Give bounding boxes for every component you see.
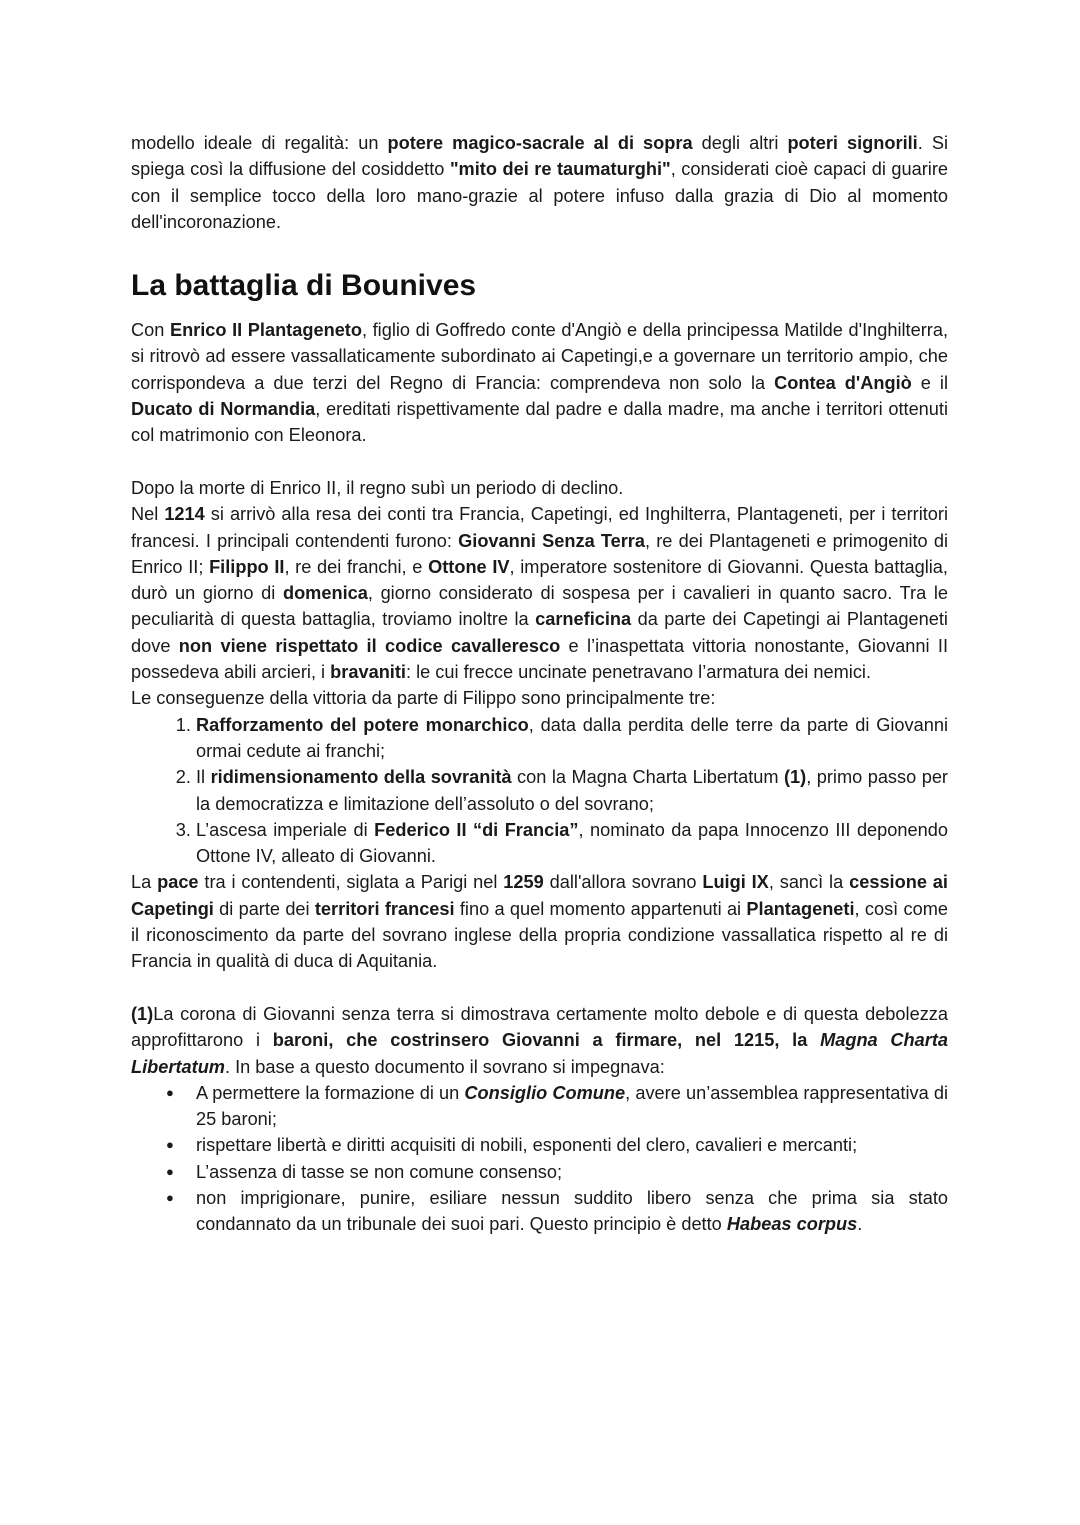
text-run: non imprigionare, punire, esiliare nessun suddito libero senza che prima sia stato condannato da un tribunale dei suoi pari. Questo principio è detto (196, 1187, 948, 1235)
text-run: : le cui frecce uncinate penetravano l’armatura dei nemici. (405, 662, 872, 683)
bold-text: carneficina (535, 609, 632, 630)
list-item (196, 712, 948, 765)
list-item (196, 764, 948, 817)
bold-text: Filippo II (209, 556, 285, 577)
section-heading (131, 268, 948, 304)
bold-text: Luigi IX (702, 872, 769, 893)
bold-text: non viene rispettato il codice cavalleresco (178, 635, 561, 656)
text-run: , imperatore sostenitore di Giovanni. Questa battaglia, durò un giorno di (131, 556, 948, 604)
paragraph (131, 501, 948, 685)
text-run: . In base a questo documento il sovrano si impegnava: (224, 1056, 665, 1077)
text-run: , considerati cioè capaci di guarire con il semplice tocco della loro mano-grazie al potere infuso dalla grazia di Dio al momento dell'incoronazione. (131, 159, 948, 232)
bold-text: Federico II “di Francia” (374, 819, 579, 840)
numbered-list (131, 712, 948, 870)
bold-text: Enrico II Plantageneto (169, 320, 362, 341)
text-run: , giorno considerato di sospesa per i cavalieri in quanto sacro. Tra le peculiarità di questa battaglia, troviamo inoltre la (131, 583, 948, 630)
text-run: fino a quel momento appartenuti ai (454, 898, 747, 919)
list-item (196, 1132, 948, 1158)
paragraph (131, 317, 948, 448)
bold-text: bravaniti (330, 662, 406, 683)
bold-text: Plantageneti (746, 898, 855, 919)
text-run: , re dei Plantageneti e primogenito di Enrico II; (131, 530, 948, 577)
text-run: , ereditati rispettivamente dal padre e dalla madre, ma anche i territori ottenuti col matrimonio con Eleonora. (131, 399, 949, 446)
bold-text: Contea d'Angiò (774, 372, 912, 393)
text-run: Dopo la morte di Enrico II, il regno subì un periodo di declino. (131, 477, 624, 498)
document-page (131, 130, 948, 1238)
list-item (196, 817, 948, 870)
text-run: , data dalla perdita delle terre da parte di Giovanni ormai cedute ai franchi; (196, 714, 948, 761)
text-run: di parte dei (213, 898, 315, 919)
list-item (196, 1159, 948, 1185)
bold-text: cessione ai Capetingi (131, 872, 948, 919)
text-run: si arrivò alla resa dei conti tra Francia, Capetingi, ed Inghilterra, Plantageneti, per i territori francesi. I principali contendenti furono: (131, 504, 949, 551)
bold-text: Giovanni Senza Terra (458, 530, 645, 551)
text-run: dall'allora sovrano (543, 872, 703, 893)
bold-text: ridimensionamento della sovranità (210, 767, 512, 788)
text-run: e l’inaspettata vittoria nonostante, Giovanni II possedeva abili arcieri, i (131, 635, 949, 683)
bold-text: pace (157, 872, 199, 893)
text-run: Con (131, 320, 170, 341)
text-run: Il (196, 767, 211, 788)
text-run: tra i contendenti, siglata a Parigi nel (198, 872, 504, 893)
bold-text: baroni, che costrinsero Giovanni a firmare, nel 1215, la (272, 1030, 821, 1051)
text-run: . Si spiega così la diffusione del cosiddetto (131, 133, 948, 180)
bold-text: territori francesi (314, 898, 455, 919)
text-run: , sancì la (768, 872, 850, 893)
text-run: , primo passo per la democratizza e limitazione dell’assoluto o del sovrano; (196, 767, 948, 814)
bold-text: poteri signorili (787, 133, 918, 153)
bold-text: 1259 (503, 872, 544, 893)
bold-text: 1214 (164, 504, 205, 525)
bold-text: (1) (131, 1003, 154, 1024)
text-run: A permettere la formazione di un (196, 1082, 465, 1103)
bold-text: Consiglio Comune (464, 1082, 626, 1103)
text-run: da parte dei Capetingi ai Plantageneti dove (131, 609, 948, 656)
list-item (196, 1185, 948, 1238)
text-run: , avere un’assemblea rappresentativa di 25 baroni; (196, 1082, 948, 1130)
text-run: con la Magna Charta Libertatum (511, 767, 784, 788)
paragraph (131, 475, 948, 501)
text-run: La (131, 872, 158, 893)
text-run: Nel (131, 504, 165, 525)
text-run: L’assenza di tasse se non comune consenso; (196, 1161, 563, 1182)
bold-text: potere magico-sacrale al di sopra (387, 133, 693, 153)
text-run: Le conseguenze della vittoria da parte di Filippo sono principalmente tre: (131, 688, 716, 709)
bold-text: domenica (282, 583, 368, 604)
bold-text: Ducato di Normandia (131, 399, 316, 420)
bold-text: Habeas corpus (726, 1214, 858, 1235)
text-run: . (857, 1214, 863, 1235)
paragraph (131, 685, 948, 711)
text-run: rispettare libertà e diritti acquisiti di nobili, esponenti del clero, cavalieri e mercanti; (196, 1135, 858, 1156)
text-run: , re dei franchi, e (284, 556, 429, 577)
text-run: , nominato da papa Innocenzo III deponendo Ottone IV, alleato di Giovanni. (196, 819, 948, 867)
paragraph (131, 130, 948, 235)
text-run: L’ascesa imperiale di (196, 819, 375, 840)
bold-text: "mito dei re taumaturghi" (449, 159, 671, 180)
text-run: , figlio di Goffredo conte d'Angiò e della principessa Matilde d'Inghilterra, si ritrovò ad essere vassallaticamente subordinato ai Capetingi,e a governare un territorio ampio, che corrispondeva a due terzi del Regno di Francia: comprendeva non solo la (131, 320, 948, 393)
paragraph (131, 1001, 948, 1080)
bold-text: Ottone IV (428, 556, 510, 577)
paragraph (131, 869, 948, 974)
text-run: La corona di Giovanni senza terra si dimostrava certamente molto debole e di questa debolezza approfittarono i (131, 1003, 948, 1051)
text-run: La battaglia di Bounives (131, 269, 477, 303)
bold-text: Rafforzamento del potere monarchico (196, 714, 529, 735)
text-run: e il (911, 372, 948, 393)
bullet-list (131, 1080, 948, 1238)
list-item (196, 1080, 948, 1133)
bold-text: Magna Charta Libertatum (131, 1030, 949, 1077)
text-run: degli altri (692, 133, 788, 153)
text-run: modello ideale di regalità: un (131, 133, 388, 153)
text-run: , così come il riconoscimento da parte del sovrano inglese della propria condizione vassallatica rispetto al re di Francia in qualità di duca di Aquitania. (131, 898, 948, 972)
bold-text: (1) (784, 767, 807, 788)
